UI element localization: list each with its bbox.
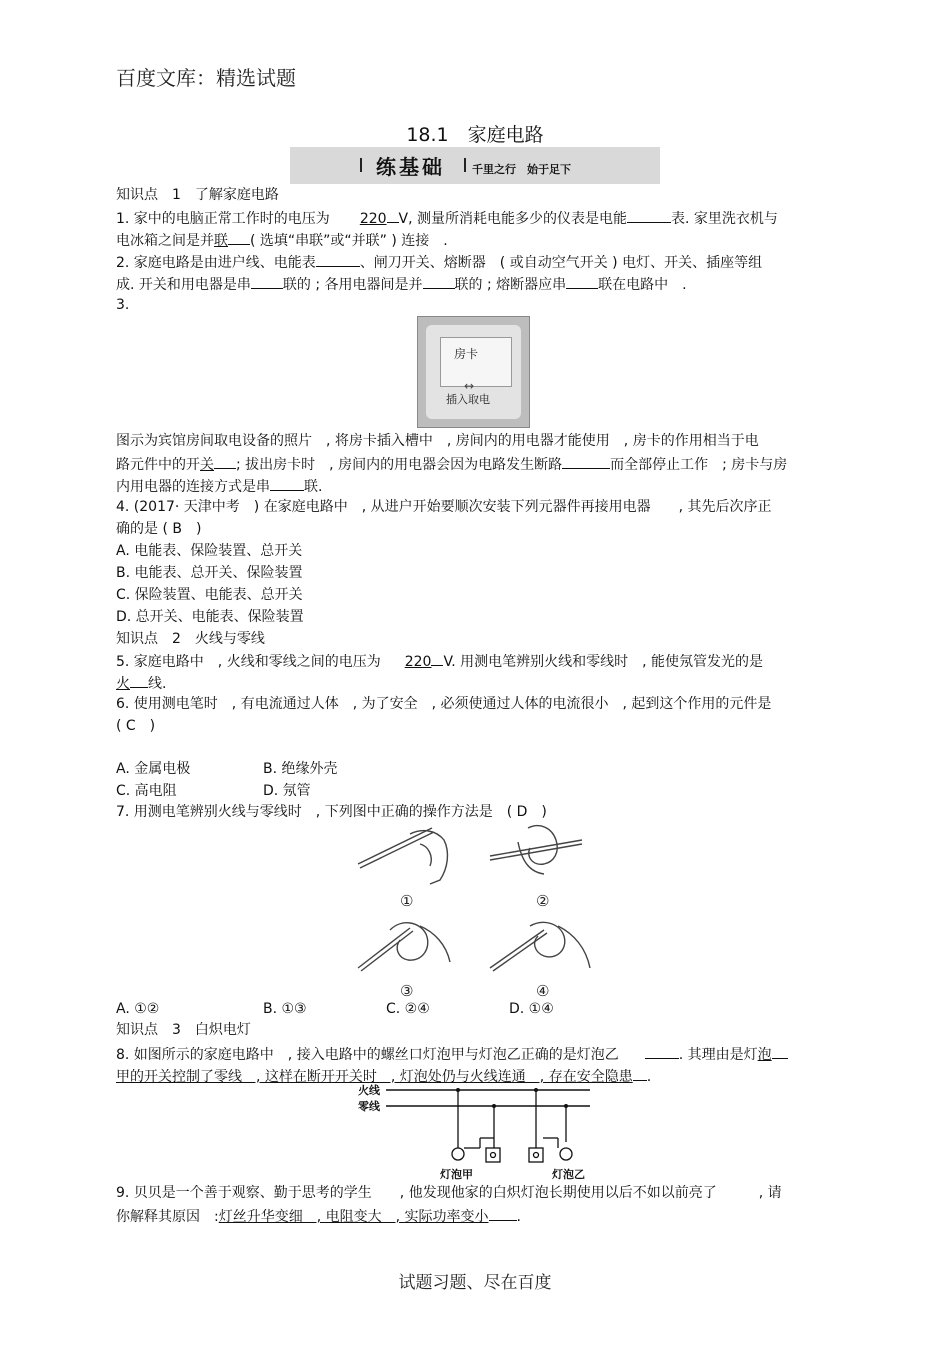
q8-line1 [116,1043,788,1065]
answer-blank [316,251,360,267]
q2-text: 2. 家庭电路是由进户线、电能表 [116,255,316,271]
q3-text: 内用电器的连接方式是串 [116,479,270,495]
q1-text: V, 测量所消耗电能多少的仪表是电能 [398,211,628,227]
q2-text: 联的 ; 熔断器应串 [454,277,567,293]
answer-blank [270,475,304,491]
q2-text: 成. 开关和用电器是串 [116,277,251,293]
q1-answer-voltage: 220 [359,211,387,227]
test-pen-figure [350,822,600,1002]
answer-blank [633,1065,647,1081]
q1-text: 表. 家里洗衣机与 [671,211,778,227]
q1-answer-connection: 联 [214,233,228,249]
q4-line2: 确的是 ( B ) [116,521,202,537]
q7-option-a: A. ①② [116,1001,160,1017]
q3-text: 联. [304,479,323,495]
answer-blank [214,453,236,469]
q3-line3 [116,475,322,497]
q4-option-a: A. 电能表、保险装置、总开关 [116,543,303,559]
q1-text: 1. 家中的电脑正常工作时的电压为 [116,211,330,227]
answer-blank [251,273,283,289]
banner-divider [360,158,362,172]
banner-divider [464,158,466,172]
q2-line2 [116,273,687,295]
page-header: 百度文库：精选试题 [116,66,296,90]
fig7-label-4: ④ [536,982,550,1000]
q2-text: 、闸刀开关、熔断器 ( 或自动空气开关 ) 电灯、开关、插座等组 [359,255,763,271]
q6-option-b: B. 绝缘外壳 [263,761,338,777]
q1-line1 [116,207,778,229]
hand-pen-1 [358,828,447,884]
banner-main: 练基础 [376,155,445,179]
q7-option-b: B. ①③ [263,1001,307,1017]
q8-text: 8. 如图所示的家庭电路中 , 接入电路中的螺丝口灯泡甲与灯泡乙正确的是灯泡乙 [116,1047,619,1063]
q2-text: 联的 ; 各用电器间是并 [282,277,423,293]
fig7-label-2: ② [536,892,550,910]
q8-text: . [646,1069,652,1085]
q6-line1: 6. 使用测电笔时 , 有电流通过人体 , 为了安全 , 必须使通过人体的电流很小 , 起到这个作用的元件是 [116,696,772,712]
answer-blank [566,273,598,289]
lamp-a-circuit [452,1090,500,1162]
fig7-label-3: ③ [400,982,414,1000]
q7-option-c: C. ②④ [386,1001,430,1017]
q9-answer: 灯丝升华变细 , 电阻变大 , 实际功率变小 [218,1209,489,1225]
hand-pen-3 [358,923,450,971]
q8-answer-reason: 甲的开关控制了零线 , 这样在断开开关时 , 灯泡处仍与火线连通 , 存在安全隐患 [116,1069,633,1085]
q2-line1 [116,251,762,273]
answer-blank [387,207,399,223]
page-footer: 试题习题、尽在百度 [398,1273,552,1293]
q3-answer-switch: 关 [200,457,214,473]
q1-line2 [116,229,448,251]
answer-blank [562,453,610,469]
q5-text: 线. [148,676,167,692]
q9-line1: 9. 贝贝是一个善于观察、勤于思考的学生 , 他发现他家的白炽灯泡长期使用以后不如以前亮了 , 请 [116,1185,782,1201]
q6-option-c: C. 高电阻 [116,783,177,799]
lamp-b-label: 灯泡乙 [552,1168,585,1181]
q4-line1: 4. (2017· 天津中考 ) 在家庭电路中 , 从进户开始要顺次安装下列元器件再接用电器 , 其先后次序正 [116,499,772,515]
junction-dots [456,1088,568,1108]
q5-text: 5. 家庭电路中 , 火线和零线之间的电压为 [116,654,381,670]
room-card-photo [417,316,530,428]
q6-option-a: A. 金属电极 [116,761,191,777]
fig7-label-1: ① [400,892,414,910]
q4-option-d: D. 总开关、电能表、保险装置 [116,609,304,625]
fire-line-label: 火线 [358,1084,380,1097]
lamp-b-circuit [529,1090,572,1162]
q2-text: 联在电路中 . [598,277,687,293]
q1-text: 电冰箱之间是并 [116,233,214,249]
photo-arrow-icon: ↔ [464,379,475,393]
answer-blank [130,672,148,688]
q5-line1 [116,650,763,672]
knowledge-point-2: 知识点 2 火线与零线 [116,631,265,647]
q8-text: . 其理由是灯 [678,1047,758,1063]
answer-blank [772,1043,788,1059]
q4-option-b: B. 电能表、总开关、保险装置 [116,565,303,581]
q7-option-d: D. ①④ [509,1001,554,1017]
answer-blank [423,273,455,289]
q8-answer: 泡 [757,1047,772,1063]
photo-insert-label: 插入取电 [446,393,490,406]
q5-text: V. 用测电笔辨别火线和零线时 , 能使氖管发光的是 [443,654,764,670]
zero-line-label: 零线 [358,1100,380,1113]
answer-blank [228,229,250,245]
answer-blank [431,650,443,666]
hand-pen-4 [490,922,590,971]
q5-answer-voltage: 220 [404,654,432,670]
hand-pen-2 [490,826,582,874]
knowledge-point-3: 知识点 3 白炽电灯 [116,1022,251,1038]
answer-blank [627,207,671,223]
section-title: 18.1 家庭电路 [406,124,544,146]
q5-line2 [116,672,166,694]
q4-option-c: C. 保险装置、电能表、总开关 [116,587,303,603]
q3-line1: 图示为宾馆房间取电设备的照片 , 将房卡插入槽中 , 房间内的用电器才能使用 , 房卡的作用相当于电 [116,433,759,449]
q3-line2 [116,453,787,475]
q3-text: 路元件中的开 [116,457,200,473]
q9-line2 [116,1205,521,1227]
q6-line2: ( C ) [116,718,156,734]
knowledge-point-1: 知识点 1 了解家庭电路 [116,187,279,203]
q3-text: 而全部停止工作 ; 房卡与房 [610,457,788,473]
q7-line1: 7. 用测电笔辨别火线与零线时 , 下列图中正确的操作方法是 ( D ) [116,804,547,820]
q3-text: ; 拔出房卡时 , 房间内的用电器会因为电路发生断路 [236,457,563,473]
lamp-a-label: 灯泡甲 [440,1168,473,1181]
photo-card-label: 房卡 [454,347,479,361]
q9-text: . [516,1209,521,1225]
answer-blank [645,1043,679,1059]
banner-sub: 千里之行 始于足下 [472,163,571,176]
q9-text: 你解释其原因 : [116,1209,219,1225]
answer-blank [489,1205,517,1221]
q6-option-d: D. 氖管 [263,783,311,799]
banner [290,147,660,184]
q5-answer-line: 火 [116,676,130,692]
q1-text: ( 选填“串联”或“并联” ) 连接 . [250,233,448,249]
q3-number: 3. [116,297,130,313]
household-circuit-figure [330,1082,600,1182]
